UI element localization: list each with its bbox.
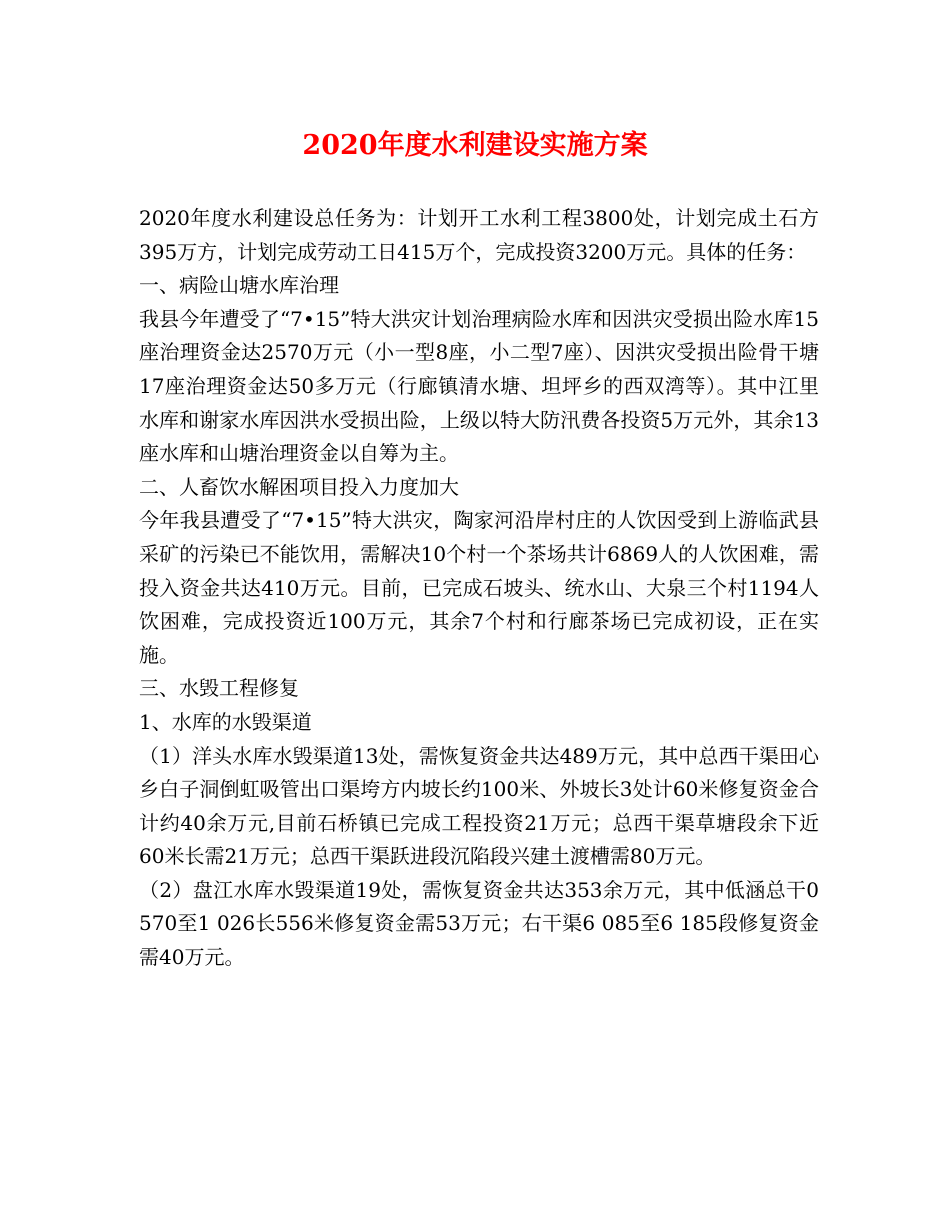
document-body — [139, 202, 819, 975]
paragraph-drinking-water: 今年我县遭受了“7•15”特大洪灾，陶家河沿岸村庄的人饮因受到上游临武县采矿的污染已不能饮用，需解决10个村一个茶场共计6869人的人饮困难，需投入资金共达410万元。目前，已完成石坡头、统水山、大泉三个村1194人饮困难，完成投资近100万元，其余7个村和行廊茶场已完成初设，正在实施。 — [139, 508, 819, 667]
document-title: 2020年度水利建设实施方案 — [302, 130, 648, 161]
paragraph-reservoir-repair: 我县今年遭受了“7•15”特大洪灾计划治理病险水库和因洪灾受损出险水库15座治理资金达2570万元（小一型8座，小二型7座）、因洪灾受损出险骨干塘17座治理资金达50多万元（行廊镇清水塘、坦坪乡的西双湾等）。其中江里水库和谢家水库因洪水受损出险，上级以特大防汛费各投资5万元外，其余13座水库和山塘治理资金以自筹为主。 — [139, 306, 819, 466]
paragraph-yangtou-reservoir: （1）洋头水库水毁渠道13处，需恢复资金共达489万元，其中总西干渠田心乡白子洞倒虹吸管出口渠垮方内坡长约100米、外坡长3处计60米修复资金合计约40余万元,目前石桥镇已完成工程投资21万元；总西干渠草塘段余下近60米长需21万元；总西干渠跃进段沉陷段兴建土渡槽需80万元。 — [139, 743, 819, 869]
subsection-heading-1: 1、水库的水毁渠道 — [139, 709, 312, 734]
paragraph-overall-task: 2020年度水利建设总任务为：计划开工水利工程3800处，计划完成土石方395万方，计划完成劳动工日415万个，完成投资3200万元。具体的任务： — [139, 206, 819, 264]
section-heading-3: 三、水毁工程修复 — [139, 676, 299, 701]
paragraph-panjiang-reservoir: （2）盘江水库水毁渠道19处，需恢复资金共达353余万元，其中低涵总干0 570至1 026长556米修复资金需53万元；右干渠6 085至6 185段修复资金需40万元。 — [139, 877, 819, 970]
section-heading-1: 一、病险山塘水库治理 — [139, 273, 339, 298]
section-heading-2: 二、人畜饮水解困项目投入力度加大 — [139, 474, 459, 499]
